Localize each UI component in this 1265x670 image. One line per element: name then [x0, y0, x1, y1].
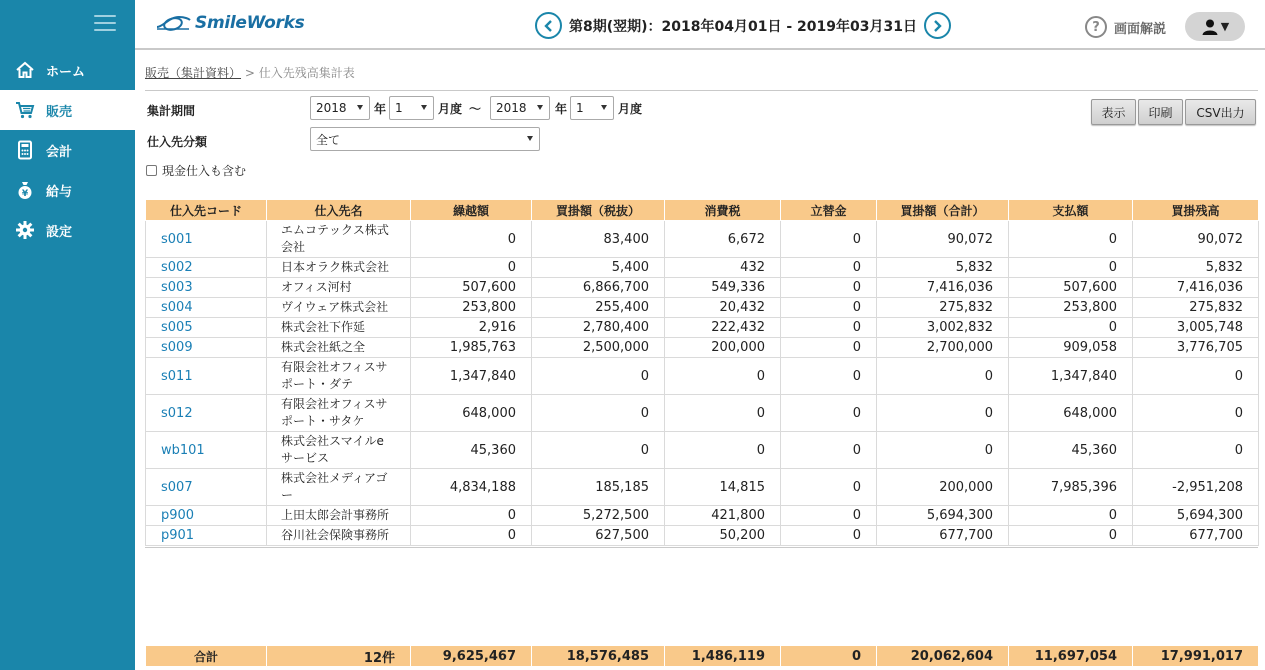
top-header — [135, 0, 1265, 50]
totals-carry: 9,625,467 — [411, 646, 532, 667]
supplier-code-link[interactable]: s003 — [146, 278, 267, 298]
purchase-total: 0 — [877, 395, 1009, 432]
logo[interactable] — [155, 13, 304, 33]
to-month-value: 1 — [576, 101, 584, 115]
table-bottom-border — [145, 547, 1258, 548]
advance-amount: 0 — [781, 221, 877, 258]
purchase-total: 90,072 — [877, 221, 1009, 258]
carry-amount: 2,916 — [411, 318, 532, 338]
paid-amount: 0 — [1009, 258, 1133, 278]
dropdown-arrow-icon — [527, 136, 533, 141]
balance-amount: 7,416,036 — [1133, 278, 1259, 298]
totals-purchase: 18,576,485 — [532, 646, 665, 667]
purchase-amount: 2,780,400 — [532, 318, 665, 338]
sidebar-item-payroll[interactable] — [0, 170, 135, 210]
table-row — [146, 258, 1259, 278]
paid-amount: 0 — [1009, 318, 1133, 338]
sidebar-item-label: 設定 — [46, 224, 73, 240]
category-select[interactable] — [310, 127, 540, 151]
paid-amount: 0 — [1009, 526, 1133, 546]
paid-amount: 0 — [1009, 506, 1133, 526]
purchase-amount: 255,400 — [532, 298, 665, 318]
sidebar-item-label: 販売 — [46, 104, 73, 120]
tax-amount: 50,200 — [665, 526, 781, 546]
table-row — [146, 395, 1259, 432]
supplier-name: 株式会社メディアゴー — [267, 469, 411, 506]
balance-table — [145, 199, 1258, 546]
supplier-code-link[interactable]: s001 — [146, 221, 267, 258]
purchase-total: 3,002,832 — [877, 318, 1009, 338]
prev-period-button[interactable] — [535, 12, 562, 39]
column-header[interactable]: 買掛額（税抜） — [532, 200, 665, 221]
balance-amount: 5,694,300 — [1133, 506, 1259, 526]
advance-amount: 0 — [781, 432, 877, 469]
sidebar-nav — [0, 50, 135, 250]
supplier-name: 有限会社オフィスサポート・ダテ — [267, 358, 411, 395]
month-unit-label: 月度 — [618, 102, 643, 116]
purchase-amount: 83,400 — [532, 221, 665, 258]
table-row — [146, 278, 1259, 298]
purchase-total: 2,700,000 — [877, 338, 1009, 358]
help-button[interactable] — [1085, 16, 1166, 38]
purchase-amount: 2,500,000 — [532, 338, 665, 358]
table-row — [146, 298, 1259, 318]
purchase-total: 0 — [877, 358, 1009, 395]
supplier-code-link[interactable]: wb101 — [146, 432, 267, 469]
advance-amount: 0 — [781, 469, 877, 506]
balance-amount: -2,951,208 — [1133, 469, 1259, 506]
purchase-total: 0 — [877, 432, 1009, 469]
balance-amount: 3,005,748 — [1133, 318, 1259, 338]
totals-label: 合計 — [146, 646, 267, 667]
tax-amount: 20,432 — [665, 298, 781, 318]
logo-text: SmileWorks — [195, 13, 305, 33]
period-filter-label: 集計期間 — [147, 104, 196, 118]
purchase-amount: 6,866,700 — [532, 278, 665, 298]
sidebar-item-home[interactable] — [0, 50, 135, 90]
advance-amount: 0 — [781, 298, 877, 318]
tax-amount: 0 — [665, 358, 781, 395]
column-header[interactable]: 買掛残高 — [1133, 200, 1259, 221]
balance-amount: 90,072 — [1133, 221, 1259, 258]
purchase-amount: 5,272,500 — [532, 506, 665, 526]
to-year-value: 2018 — [496, 101, 527, 115]
dropdown-arrow-icon — [421, 105, 427, 110]
advance-amount: 0 — [781, 526, 877, 546]
tax-amount: 200,000 — [665, 338, 781, 358]
print-button[interactable]: 印刷 — [1138, 99, 1183, 125]
month-unit-label: 月度 — [438, 102, 463, 116]
supplier-code-link[interactable]: s002 — [146, 258, 267, 278]
sidebar-item-label: 会計 — [46, 144, 73, 160]
sidebar-item-label: 給与 — [46, 184, 73, 200]
sidebar-item-settings[interactable] — [0, 210, 135, 250]
action-buttons — [1091, 99, 1258, 125]
caret-down-icon: ▼ — [1220, 20, 1230, 33]
smileworks-logo-icon — [155, 13, 191, 33]
carry-amount: 507,600 — [411, 278, 532, 298]
purchase-amount: 0 — [532, 395, 665, 432]
supplier-code-link[interactable]: s011 — [146, 358, 267, 395]
table-row — [146, 469, 1259, 506]
from-month-value: 1 — [395, 101, 403, 115]
advance-amount: 0 — [781, 358, 877, 395]
carry-amount: 0 — [411, 526, 532, 546]
range-separator: 〜 — [469, 102, 482, 116]
sidebar — [0, 0, 135, 670]
balance-amount: 0 — [1133, 432, 1259, 469]
balance-amount: 5,832 — [1133, 258, 1259, 278]
include-cash-checkbox[interactable] — [146, 165, 157, 176]
year-unit-label: 年 — [374, 102, 387, 116]
paid-amount: 507,600 — [1009, 278, 1133, 298]
svg-text:¥: ¥ — [21, 189, 29, 199]
column-header[interactable]: 買掛額（合計） — [877, 200, 1009, 221]
supplier-name: 株式会社紙之全 — [267, 338, 411, 358]
breadcrumb-divider — [145, 90, 1258, 91]
supplier-code-link[interactable]: s005 — [146, 318, 267, 338]
tax-amount: 14,815 — [665, 469, 781, 506]
advance-amount: 0 — [781, 258, 877, 278]
purchase-amount: 185,185 — [532, 469, 665, 506]
carry-amount: 1,985,763 — [411, 338, 532, 358]
csv-export-button[interactable]: CSV出力 — [1185, 99, 1256, 125]
supplier-name: エムコテックス株式会社 — [267, 221, 411, 258]
table-header-row — [146, 200, 1259, 221]
tax-amount: 421,800 — [665, 506, 781, 526]
supplier-name: 株式会社スマイルeサービス — [267, 432, 411, 469]
tax-amount: 0 — [665, 395, 781, 432]
sidebar-item-sales[interactable] — [0, 90, 135, 130]
paid-amount: 648,000 — [1009, 395, 1133, 432]
help-label: 画面解説 — [1114, 21, 1167, 37]
table-row — [146, 338, 1259, 358]
category-value: 全て — [316, 132, 341, 147]
purchase-amount: 5,400 — [532, 258, 665, 278]
supplier-name: 上田太郎会計事務所 — [267, 506, 411, 526]
sidebar-item-label: ホーム — [46, 64, 86, 80]
calculator-icon — [14, 139, 36, 161]
column-header[interactable]: 繰越額 — [411, 200, 532, 221]
category-filter-label: 仕入先分類 — [147, 135, 208, 149]
purchase-total: 5,832 — [877, 258, 1009, 278]
table-row — [146, 358, 1259, 395]
dropdown-arrow-icon — [537, 105, 543, 110]
totals-row — [146, 646, 1259, 667]
advance-amount: 0 — [781, 395, 877, 432]
tax-amount: 0 — [665, 432, 781, 469]
supplier-code-link[interactable]: s012 — [146, 395, 267, 432]
tax-amount: 6,672 — [665, 221, 781, 258]
carry-amount: 0 — [411, 506, 532, 526]
period-label: 第8期(翌期)：2018年04月01日 - 2019年03月31日 — [569, 18, 917, 35]
totals-bar — [145, 645, 1258, 667]
gear-icon — [14, 219, 36, 241]
chevron-left-icon — [543, 20, 555, 32]
carry-amount: 0 — [411, 221, 532, 258]
supplier-name: 株式会社下作延 — [267, 318, 411, 338]
from-year-value: 2018 — [316, 101, 347, 115]
period-selector — [535, 12, 951, 39]
advance-amount: 0 — [781, 318, 877, 338]
user-icon — [1201, 18, 1219, 36]
tax-amount: 222,432 — [665, 318, 781, 338]
to-year-select[interactable] — [490, 96, 550, 120]
totals-paid: 11,697,054 — [1009, 646, 1133, 667]
carry-amount: 648,000 — [411, 395, 532, 432]
breadcrumb-parent-link[interactable]: 販売（集計資料） — [145, 66, 242, 80]
balance-amount: 677,700 — [1133, 526, 1259, 546]
from-month-select[interactable] — [389, 96, 434, 120]
carry-amount: 1,347,840 — [411, 358, 532, 395]
question-icon: ? — [1085, 16, 1107, 38]
purchase-total: 7,416,036 — [877, 278, 1009, 298]
purchase-amount: 627,500 — [532, 526, 665, 546]
supplier-name: 谷川社会保険事務所 — [267, 526, 411, 546]
supplier-name: 有限会社オフィスサポート・サタケ — [267, 395, 411, 432]
breadcrumb-separator: > — [244, 66, 255, 80]
tax-amount: 432 — [665, 258, 781, 278]
table-row — [146, 526, 1259, 546]
column-header[interactable]: 支払額 — [1009, 200, 1133, 221]
supplier-code-link[interactable]: p900 — [146, 506, 267, 526]
totals-tax: 1,486,119 — [665, 646, 781, 667]
balance-amount: 0 — [1133, 358, 1259, 395]
paid-amount: 7,985,396 — [1009, 469, 1133, 506]
purchase-total: 200,000 — [877, 469, 1009, 506]
totals-advance: 0 — [781, 646, 877, 667]
tax-amount: 549,336 — [665, 278, 781, 298]
purchase-amount: 0 — [532, 358, 665, 395]
home-icon — [14, 59, 36, 81]
sidebar-item-accounting[interactable] — [0, 130, 135, 170]
from-year-select[interactable] — [310, 96, 370, 120]
include-cash-option — [146, 162, 246, 179]
supplier-name: オフィス河村 — [267, 278, 411, 298]
table-row — [146, 221, 1259, 258]
hamburger-menu-icon[interactable] — [94, 14, 116, 32]
dropdown-arrow-icon — [357, 105, 363, 110]
include-cash-label: 現金仕入も含む — [162, 164, 247, 178]
paid-amount: 909,058 — [1009, 338, 1133, 358]
cart-icon — [14, 99, 36, 121]
carry-amount: 0 — [411, 258, 532, 278]
next-period-button[interactable] — [924, 12, 951, 39]
supplier-code-link[interactable]: s004 — [146, 298, 267, 318]
breadcrumb — [145, 64, 355, 81]
paid-amount: 253,800 — [1009, 298, 1133, 318]
purchase-total: 275,832 — [877, 298, 1009, 318]
balance-amount: 0 — [1133, 395, 1259, 432]
purchase-total: 677,700 — [877, 526, 1009, 546]
paid-amount: 45,360 — [1009, 432, 1133, 469]
carry-amount: 253,800 — [411, 298, 532, 318]
advance-amount: 0 — [781, 506, 877, 526]
carry-amount: 45,360 — [411, 432, 532, 469]
supplier-code-link[interactable]: p901 — [146, 526, 267, 546]
money-bag-icon — [14, 179, 36, 201]
column-header[interactable]: 立替金 — [781, 200, 877, 221]
advance-amount: 0 — [781, 338, 877, 358]
table-row — [146, 506, 1259, 526]
to-month-select[interactable] — [570, 96, 614, 120]
table-row — [146, 318, 1259, 338]
dropdown-arrow-icon — [601, 105, 607, 110]
totals-count: 12件 — [267, 646, 411, 667]
totals-balance: 17,991,017 — [1133, 646, 1259, 667]
paid-amount: 0 — [1009, 221, 1133, 258]
carry-amount: 4,834,188 — [411, 469, 532, 506]
purchase-total: 5,694,300 — [877, 506, 1009, 526]
advance-amount: 0 — [781, 278, 877, 298]
column-header[interactable]: 仕入先コード — [146, 200, 267, 221]
show-button[interactable]: 表示 — [1091, 99, 1136, 125]
chevron-right-icon — [931, 20, 943, 32]
purchase-amount: 0 — [532, 432, 665, 469]
supplier-name: 日本オラク株式会社 — [267, 258, 411, 278]
user-menu-button[interactable] — [1185, 12, 1245, 41]
breadcrumb-current: 仕入先残高集計表 — [258, 66, 355, 80]
year-unit-label: 年 — [555, 102, 568, 116]
supplier-code-link[interactable]: s009 — [146, 338, 267, 358]
supplier-name: ヴイウェア株式会社 — [267, 298, 411, 318]
column-header[interactable]: 仕入先名 — [267, 200, 411, 221]
balance-amount: 275,832 — [1133, 298, 1259, 318]
balance-amount: 3,776,705 — [1133, 338, 1259, 358]
supplier-code-link[interactable]: s007 — [146, 469, 267, 506]
totals-total: 20,062,604 — [877, 646, 1009, 667]
table-row — [146, 432, 1259, 469]
paid-amount: 1,347,840 — [1009, 358, 1133, 395]
column-header[interactable]: 消費税 — [665, 200, 781, 221]
